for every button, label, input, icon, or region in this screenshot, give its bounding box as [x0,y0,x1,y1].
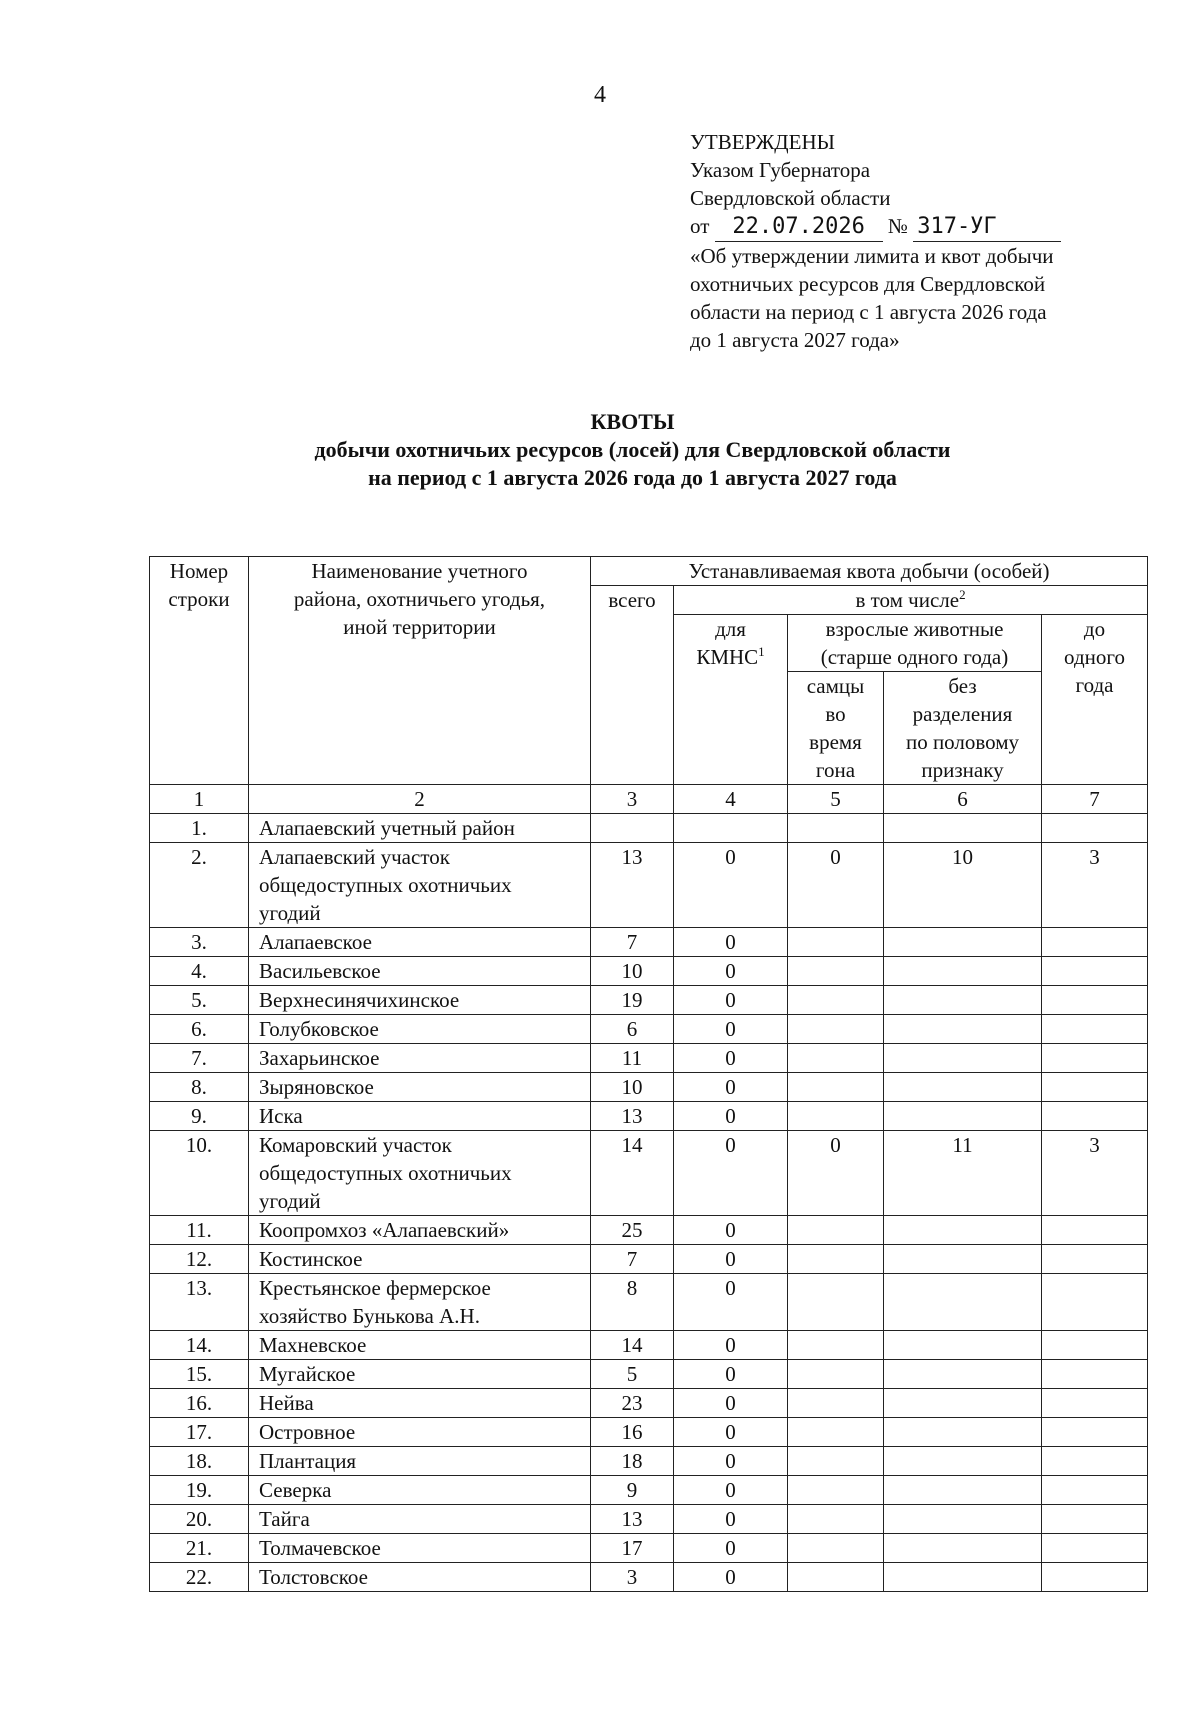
header-row-number: Номер строки [150,557,249,785]
territory-name-line: Костинское [259,1247,363,1271]
kmns-cell: 0 [674,986,788,1015]
row-number-cell: 21. [150,1534,249,1563]
row-number-cell: 22. [150,1563,249,1592]
under-one-year-cell [1042,1563,1148,1592]
total-cell: 5 [591,1360,674,1389]
row-number-cell: 2. [150,843,249,928]
territory-name-cell [249,1447,591,1476]
under-one-year-cell [1042,1331,1148,1360]
under-one-year-cell [1042,1418,1148,1447]
under-one-year-cell [1042,1073,1148,1102]
territory-name-cell [249,1360,591,1389]
territory-name-line: Крестьянское фермерское [259,1276,491,1300]
no-sex-cell [884,1563,1042,1592]
table-row [150,1476,1148,1505]
row-number-cell: 19. [150,1476,249,1505]
total-cell: 23 [591,1389,674,1418]
row-number-cell: 10. [150,1131,249,1216]
territory-name-cell [249,928,591,957]
territory-name-cell [249,1102,591,1131]
row-number-cell: 15. [150,1360,249,1389]
under-one-year-cell [1042,1476,1148,1505]
kmns-cell: 0 [674,1476,788,1505]
table-row [150,957,1148,986]
table-row [150,1216,1148,1245]
no-sex-cell [884,1044,1042,1073]
header-total: всего [591,586,674,785]
territory-name-cell [249,1534,591,1563]
territory-name-line: Плантация [259,1449,357,1473]
kmns-cell: 0 [674,1274,788,1331]
approval-quote-line: «Об утверждении лимита и квот добычи [690,244,1054,268]
column-number: 6 [884,785,1042,814]
table-row [150,1331,1148,1360]
territory-name-line: угодий [259,1189,321,1213]
number-label: № [887,214,908,238]
row-number-cell: 8. [150,1073,249,1102]
column-number: 5 [788,785,884,814]
total-cell: 19 [591,986,674,1015]
under-one-year-cell [1042,1245,1148,1274]
title-period: на период с 1 августа 2026 года до 1 августа 2027 года [368,465,897,490]
territory-name-cell [249,1073,591,1102]
column-number: 2 [249,785,591,814]
decree-date: 22.07.2026 [715,213,883,242]
no-sex-cell [884,1015,1042,1044]
decree-number: 317-УГ [913,213,1061,242]
approval-decree: Указом Губернатора [690,158,871,182]
kmns-cell: 0 [674,1216,788,1245]
approval-quote-line: области на период с 1 августа 2026 года [690,300,1047,324]
table-row [150,1389,1148,1418]
total-cell: 25 [591,1216,674,1245]
territory-name-line: Северка [259,1478,332,1502]
territory-name-cell [249,986,591,1015]
total-cell: 7 [591,928,674,957]
header-under-one-year: до одного года [1042,615,1148,785]
territory-name-cell [249,1274,591,1331]
no-sex-cell [884,1073,1042,1102]
row-number-cell: 20. [150,1505,249,1534]
males-rut-cell [788,928,884,957]
territory-name-cell [249,1216,591,1245]
row-number-cell: 9. [150,1102,249,1131]
no-sex-cell [884,1476,1042,1505]
kmns-cell: 0 [674,1534,788,1563]
no-sex-cell [884,1534,1042,1563]
row-number-cell: 12. [150,1245,249,1274]
territory-name-line: Захарьинское [259,1046,380,1070]
total-cell: 14 [591,1131,674,1216]
table-row [150,843,1148,928]
territory-name-line: Толстовское [259,1565,368,1589]
males-rut-cell [788,1216,884,1245]
kmns-cell: 0 [674,1563,788,1592]
total-cell: 13 [591,1505,674,1534]
header-no-sex-division: без разделения по половому признаку [884,672,1042,785]
males-rut-cell [788,957,884,986]
approval-quote-line: охотничьих ресурсов для Свердловской [690,272,1046,296]
territory-name-line: общедоступных охотничьих [259,873,512,897]
approval-date-number [690,212,1120,242]
table-row [150,1073,1148,1102]
territory-name-cell [249,1505,591,1534]
under-one-year-cell [1042,1216,1148,1245]
under-one-year-cell [1042,986,1148,1015]
territory-name-cell [249,1563,591,1592]
total-cell: 9 [591,1476,674,1505]
no-sex-cell [884,1245,1042,1274]
table-row [150,1102,1148,1131]
table-row [150,928,1148,957]
territory-name-cell [249,1331,591,1360]
row-number-cell: 7. [150,1044,249,1073]
header-including: в том числе$^2$ [674,586,1148,615]
territory-name-cell [249,1245,591,1274]
header-males-rut: самцы во время гона [788,672,884,785]
males-rut-cell: 0 [788,843,884,928]
territory-name-cell [249,957,591,986]
header-name: Наименование учетного района, охотничьего угодья, иной территории [249,557,591,785]
header-quota: Устанавливаемая квота добычи (особей) [591,557,1148,586]
territory-name-line: Алапаевское [259,930,372,954]
under-one-year-cell [1042,1102,1148,1131]
total-cell: 7 [591,1245,674,1274]
table-row [150,1015,1148,1044]
territory-name-cell [249,1476,591,1505]
males-rut-cell [788,1563,884,1592]
kmns-cell: 0 [674,1331,788,1360]
row-number-cell: 4. [150,957,249,986]
territory-name-line: Верхнесинячихинское [259,988,460,1012]
territory-name-line: Алапаевский учетный район [259,816,515,840]
from-label: от [690,214,710,238]
under-one-year-cell [1042,1534,1148,1563]
column-number: 4 [674,785,788,814]
no-sex-cell [884,1447,1042,1476]
total-cell: 10 [591,1073,674,1102]
males-rut-cell [788,1360,884,1389]
males-rut-cell [788,814,884,843]
males-rut-cell [788,1534,884,1563]
no-sex-cell [884,1274,1042,1331]
column-number: 3 [591,785,674,814]
document-title [0,408,1200,492]
kmns-cell: 0 [674,928,788,957]
row-number-cell: 17. [150,1418,249,1447]
kmns-cell: 0 [674,1015,788,1044]
header-adult: взрослые животные (старше одного года) [788,615,1042,672]
quota-table [149,556,1148,1592]
kmns-cell: 0 [674,957,788,986]
under-one-year-cell [1042,1360,1148,1389]
approval-block [690,128,1120,354]
kmns-cell: 0 [674,1418,788,1447]
column-number: 1 [150,785,249,814]
territory-name-cell [249,1131,591,1216]
table-row [150,1418,1148,1447]
territory-name-cell [249,1389,591,1418]
table-row [150,1447,1148,1476]
table-row [150,986,1148,1015]
row-number-cell: 1. [150,814,249,843]
males-rut-cell [788,1505,884,1534]
no-sex-cell [884,1505,1042,1534]
kmns-cell: 0 [674,1245,788,1274]
total-cell: 13 [591,843,674,928]
no-sex-cell [884,1331,1042,1360]
kmns-cell: 0 [674,1360,788,1389]
territory-name-line: Махневское [259,1333,367,1357]
row-number-cell: 6. [150,1015,249,1044]
row-number-cell: 5. [150,986,249,1015]
column-number: 7 [1042,785,1148,814]
males-rut-cell [788,1389,884,1418]
table-row [150,1563,1148,1592]
kmns-cell [674,814,788,843]
kmns-cell: 0 [674,1447,788,1476]
territory-name-line: Комаровский участок [259,1133,452,1157]
males-rut-cell [788,1044,884,1073]
under-one-year-cell [1042,814,1148,843]
total-cell: 16 [591,1418,674,1447]
kmns-cell: 0 [674,1389,788,1418]
table-row [150,814,1148,843]
males-rut-cell [788,1274,884,1331]
kmns-cell: 0 [674,1102,788,1131]
under-one-year-cell: 3 [1042,1131,1148,1216]
under-one-year-cell [1042,1015,1148,1044]
title-subtitle: добычи охотничьих ресурсов (лосей) для Свердловской области [314,437,951,462]
territory-name-line: хозяйство Бунькова А.Н. [259,1304,480,1328]
territory-name-cell [249,843,591,928]
territory-name-line: общедоступных охотничьих [259,1161,512,1185]
territory-name-line: Иска [259,1104,303,1128]
under-one-year-cell [1042,1447,1148,1476]
page-number: 4 [594,82,606,108]
males-rut-cell: 0 [788,1131,884,1216]
territory-name-line: Зыряновское [259,1075,374,1099]
territory-name-line: Алапаевский участок [259,845,450,869]
no-sex-cell [884,1360,1042,1389]
territory-name-line: Мугайское [259,1362,356,1386]
males-rut-cell [788,1447,884,1476]
row-number-cell: 18. [150,1447,249,1476]
row-number-cell: 3. [150,928,249,957]
table-row [150,1274,1148,1331]
row-number-cell: 11. [150,1216,249,1245]
males-rut-cell [788,1015,884,1044]
kmns-cell: 0 [674,843,788,928]
total-cell: 10 [591,957,674,986]
kmns-cell: 0 [674,1131,788,1216]
total-cell [591,814,674,843]
no-sex-cell [884,1102,1042,1131]
table-row [150,1044,1148,1073]
territory-name-line: Голубковское [259,1017,379,1041]
males-rut-cell [788,1476,884,1505]
under-one-year-cell [1042,1274,1148,1331]
kmns-cell: 0 [674,1505,788,1534]
territory-name-cell [249,1015,591,1044]
males-rut-cell [788,1418,884,1447]
total-cell: 3 [591,1563,674,1592]
row-number-cell: 14. [150,1331,249,1360]
table-row [150,1245,1148,1274]
total-cell: 13 [591,1102,674,1131]
row-number-cell: 13. [150,1274,249,1331]
territory-name-line: Васильевское [259,959,381,983]
total-cell: 11 [591,1044,674,1073]
under-one-year-cell [1042,957,1148,986]
territory-name-line: Толмачевское [259,1536,381,1560]
territory-name-cell [249,1418,591,1447]
table-row [150,1534,1148,1563]
territory-name-line: Островное [259,1420,356,1444]
under-one-year-cell [1042,928,1148,957]
approval-heading: УТВЕРЖДЕНЫ [690,130,835,154]
total-cell: 14 [591,1331,674,1360]
males-rut-cell [788,986,884,1015]
approval-quote-line: до 1 августа 2027 года» [690,328,900,352]
territory-name-line: Коопромхоз «Алапаевский» [259,1218,510,1242]
territory-name-cell [249,1044,591,1073]
title-main: КВОТЫ [590,409,675,434]
males-rut-cell [788,1102,884,1131]
males-rut-cell [788,1331,884,1360]
no-sex-cell [884,957,1042,986]
territory-name-line: Нейва [259,1391,314,1415]
total-cell: 18 [591,1447,674,1476]
no-sex-cell [884,1216,1042,1245]
row-number-cell: 16. [150,1389,249,1418]
no-sex-cell [884,1389,1042,1418]
no-sex-cell [884,986,1042,1015]
territory-name-cell [249,814,591,843]
table-row [150,1131,1148,1216]
kmns-cell: 0 [674,1073,788,1102]
under-one-year-cell [1042,1505,1148,1534]
kmns-cell: 0 [674,1044,788,1073]
no-sex-cell [884,928,1042,957]
territory-name-line: угодий [259,901,321,925]
territory-name-line: Тайга [259,1507,310,1531]
total-cell: 17 [591,1534,674,1563]
no-sex-cell [884,814,1042,843]
under-one-year-cell [1042,1044,1148,1073]
no-sex-cell [884,1418,1042,1447]
under-one-year-cell: 3 [1042,843,1148,928]
header-kmns: для КМНС$^1$ [674,615,788,785]
under-one-year-cell [1042,1389,1148,1418]
no-sex-cell: 11 [884,1131,1042,1216]
table-row [150,1360,1148,1389]
males-rut-cell [788,1245,884,1274]
no-sex-cell: 10 [884,843,1042,928]
total-cell: 6 [591,1015,674,1044]
table-row [150,1505,1148,1534]
total-cell: 8 [591,1274,674,1331]
approval-region: Свердловской области [690,186,891,210]
males-rut-cell [788,1073,884,1102]
column-number-row [150,785,1148,814]
